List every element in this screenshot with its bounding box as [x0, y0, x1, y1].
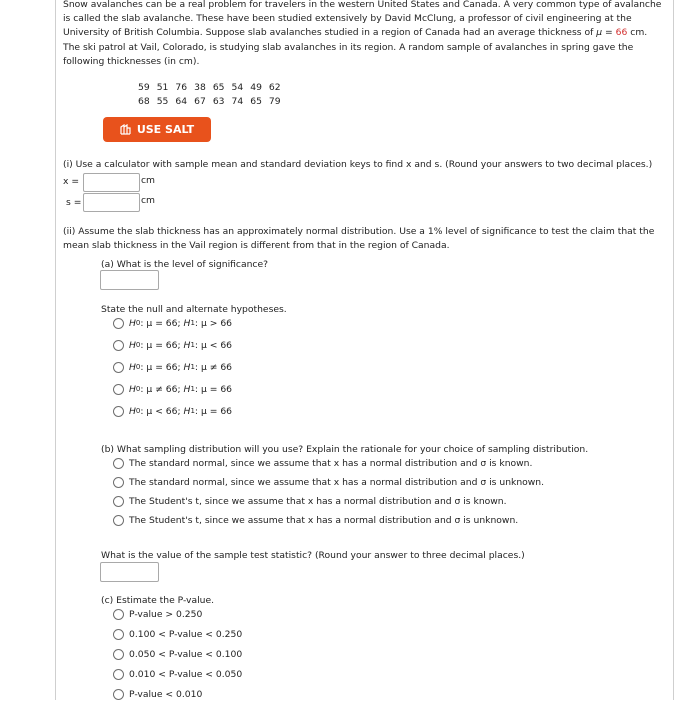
h1-text: μ = 66 [200, 405, 233, 417]
option-label: 0.010 < P-value < 0.050 [129, 668, 243, 680]
p-value-option[interactable] [113, 607, 242, 621]
option-label: 0.050 < P-value < 0.100 [129, 648, 243, 660]
s-label: s = [66, 197, 82, 208]
radio-button[interactable] [113, 362, 124, 373]
h1-text: μ = 66 [200, 383, 233, 395]
hypotheses-prompt: State the null and alternate hypotheses. [101, 304, 287, 315]
option-label: The Student's t, since we assume that x has a normal distribution and σ is unknown. [129, 514, 519, 526]
radio-button[interactable] [113, 609, 124, 620]
data-cell: 38 [194, 81, 206, 93]
hypothesis-option[interactable]: H 0 : μ ≠ 66 ; H 1 : μ = 66 [113, 382, 232, 396]
h0-text: μ ≠ 66 [146, 383, 178, 395]
data-cell: 63 [212, 95, 225, 107]
p-value-option[interactable] [113, 647, 242, 661]
h0-text: μ = 66 [146, 317, 178, 329]
hypotheses-options [113, 316, 232, 418]
part-ii-question: (ii) Assume the slab thickness has an approximately normal distribution. Use a 1% level of significance to test the claim that the mean slab thickness in the Vail region is different from that in the region of Canada. [63, 226, 655, 251]
s-unit: cm [141, 195, 156, 206]
significance-input[interactable] [100, 270, 159, 290]
mu-symbol: μ [596, 27, 603, 39]
h0-text: μ = 66 [146, 339, 178, 351]
data-cell: 79 [268, 95, 281, 107]
option-label: The standard normal, since we assume that x has a normal distribution and σ is unknown. [129, 476, 545, 488]
data-cell: 65 [250, 95, 262, 107]
s-input[interactable] [83, 193, 140, 212]
significance-question: (a) What is the level of significance? [101, 259, 268, 270]
data-row [138, 80, 288, 94]
p-value-option[interactable] [113, 687, 242, 701]
data-cell: 54 [231, 81, 244, 93]
use-salt-button[interactable] [103, 117, 211, 142]
option-label: P-value < 0.010 [129, 688, 203, 700]
distribution-option[interactable] [113, 494, 544, 508]
xbar-label: x = [63, 176, 80, 187]
radio-button[interactable] [113, 689, 124, 700]
data-cell: 51 [156, 81, 169, 93]
xbar-input[interactable] [83, 173, 140, 192]
h1-text: μ ≠ 66 [200, 361, 233, 373]
sampling-distribution-options [113, 456, 544, 527]
h0-text: μ = 66 [146, 361, 178, 373]
radio-button[interactable] [113, 649, 124, 660]
xbar-unit: cm [141, 175, 156, 186]
hypothesis-option[interactable]: H 0 : μ = 66 ; H 1 : μ > 66 [113, 316, 232, 330]
sampling-distribution-question: (b) What sampling distribution will you use? Explain the rationale for your choice of sampling distribution. [101, 444, 589, 455]
data-cell: 55 [156, 95, 169, 107]
radio-button[interactable] [113, 669, 124, 680]
h1-text: μ < 66 [200, 339, 233, 351]
hypothesis-option[interactable]: H 0 : μ < 66 ; H 1 : μ = 66 [113, 404, 232, 418]
radio-button[interactable] [113, 477, 124, 488]
radio-button[interactable] [113, 340, 124, 351]
distribution-option[interactable] [113, 513, 544, 527]
mu-value: 66 [615, 27, 628, 39]
data-cell: 68 [138, 95, 150, 107]
p-value-option[interactable] [113, 627, 242, 641]
hypothesis-option[interactable]: H 0 : μ = 66 ; H 1 : μ ≠ 66 [113, 360, 232, 374]
intro-equals: = [602, 27, 616, 39]
p-value-options [113, 607, 242, 701]
option-label: The Student's t, since we assume that x has a normal distribution and σ is known. [129, 495, 507, 507]
data-cell: 76 [175, 81, 188, 93]
data-cell: 62 [268, 81, 281, 93]
test-statistic-input[interactable] [100, 562, 159, 582]
thickness-data-table [138, 80, 288, 108]
part-i-question: (i) Use a calculator with sample mean and standard deviation keys to find x and s. (Round your answers to two decimal places.) [63, 159, 653, 170]
distribution-option[interactable] [113, 456, 544, 470]
test-statistic-question: What is the value of the sample test statistic? (Round your answer to three decimal places.) [101, 550, 525, 561]
distribution-option[interactable] [113, 475, 544, 489]
intro-text-2: cm. The ski patrol at Vail, Colorado, is studying slab avalanches in its region. A random sample of avalanches in spring gave the following thicknesses (in cm). [63, 27, 648, 67]
hypothesis-option[interactable]: H 0 : μ = 66 ; H 1 : μ < 66 [113, 338, 232, 352]
data-cell: 65 [212, 81, 225, 93]
radio-button[interactable] [113, 496, 124, 507]
h1-text: μ > 66 [200, 317, 233, 329]
p-value-option[interactable] [113, 667, 242, 681]
radio-button[interactable] [113, 406, 124, 417]
radio-button[interactable] [113, 515, 124, 526]
problem-intro [63, 0, 663, 69]
option-label: 0.100 < P-value < 0.250 [129, 628, 243, 640]
option-label: The standard normal, since we assume that x has a normal distribution and σ is known. [129, 457, 533, 469]
radio-button[interactable] [113, 629, 124, 640]
radio-button[interactable] [113, 458, 124, 469]
data-cell: 49 [250, 81, 262, 93]
data-row [138, 94, 288, 108]
option-label: P-value > 0.250 [129, 608, 203, 620]
radio-button[interactable] [113, 318, 124, 329]
salt-icon [120, 124, 131, 135]
data-cell: 74 [231, 95, 244, 107]
use-salt-label: USE SALT [136, 123, 195, 136]
p-value-question: (c) Estimate the P-value. [101, 595, 215, 606]
data-cell: 59 [138, 81, 150, 93]
h0-text: μ < 66 [146, 405, 178, 417]
intro-text: Snow avalanches can be a real problem for travelers in the western United States and Canada. A very common type of avalanche is called the slab avalanche. These have been studied extensively by David McClung, a professor of civil engineering at the University of British Columbia. Suppose slab avalanches studied in a region of Canada had an average thickness of [63, 0, 662, 39]
data-cell: 67 [194, 95, 206, 107]
data-cell: 64 [175, 95, 188, 107]
radio-button[interactable] [113, 384, 124, 395]
